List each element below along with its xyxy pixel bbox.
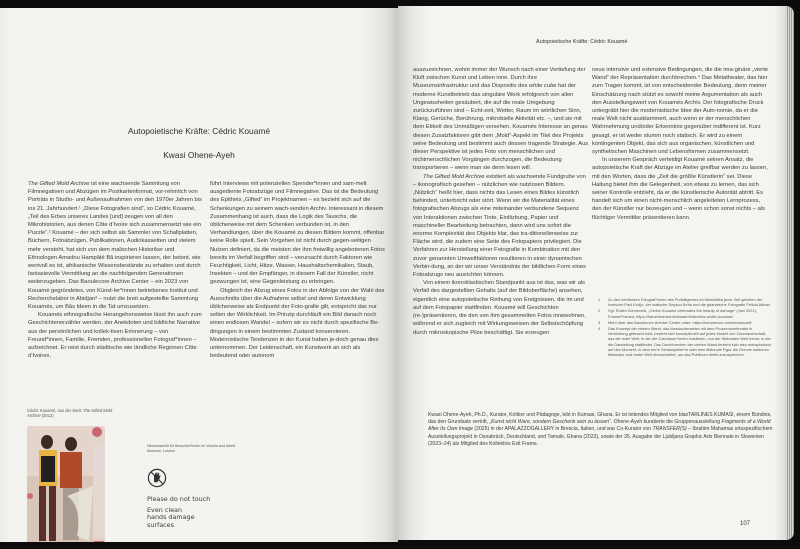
footnote: [598, 308, 773, 318]
footnote-text: Das Konzept der vierten Wand, das klassischerweise mit dem Proszeniumtheater in Verbindung gebracht wird, bezieht sich konzeptionell auf jedes Modell von Zuschauerschaft, das die reale Welt, in der die Zuschauer*innen existieren, von der fiktionalen Welt trennt, in der die Darstellung stattfindet. Das Durchbrechen der vierten Wand bezieht sich also metaphorisch auf den Moment, in dem ein*e Schauspieler*in oder eine fiktionale Figur die Grenze zwischen fiktionaler und realer Welt überschreitet, um das Publikum direkt anzusprechen.: [608, 326, 772, 358]
left-column-2: [210, 180, 388, 360]
footnote-number: 3: [598, 319, 601, 325]
footnote: [598, 297, 773, 307]
page-number: 107: [740, 521, 751, 527]
museum-sign: [147, 468, 227, 529]
bio-italic: TRANSFER(S): [652, 426, 687, 433]
paragraph: Von einem ikonoklastischen Standpunkt aus ist das, was wir als Verfall des dargestellten Gehalts (auf der Bildoberfläche) ansehen, eigentlich eine autopoietische Reihung von Ereignissen, die im und auf dem Fotopapier stattfinden. Kouamé will Geschichten (re-)präsentieren, die den von ihm gesammelten Fotos innewohnen, während er sich zugleich mit Wirkungsweisen der Selbstschöpfung durch mikroskopische Pilze beschäftigt. Sie erzeugen: [413, 280, 586, 336]
bio-text: Kwasi Ohene-Ayeh, Ph.D., Kurator, Kritiker und Pädagoge, lebt in Kumasi, Ghana. Er ist leitendes Mitglied von blaxTARLINES KUMASI, einem Bündnis, das den Grundsatz vertritt, „: [428, 412, 772, 426]
article-title: Autopoietische Kräfte: Cédric Kouamé: [128, 126, 270, 136]
paragraph: [28, 180, 205, 311]
right-column-1: [413, 66, 589, 337]
sign-heading: Please do not touch: [147, 495, 211, 503]
paragraph-text: auszuzeichnen, wohnt immer der Wunsch nach einer Vertiefung der Kluft zwischen Kunst und Leben inne. Durch ihre Museumsinfrastruktur und das Dispositiv des: [413, 67, 586, 90]
paragraph: Kouamés ethnografische Herangehensweise lässt ihn auch zum Geschichtenerzähler werden, der Anekdoten und bildliche Narrative aus der persönlichen und kollek-tiven Erinnerung – von Freund*innen, Familie, Fremden, professionellen Fotograf*innen – aufzeichnet. Er reist durch städtische wie ländliche Regionen Côte d’Ivoires,: [28, 312, 202, 360]
paragraph-text: existiert als wachsende Fundgrube von – ikonografisch gesehen – nützlichen wie nutzlosen Bildern. „Nützlich“ heißt hier, dass nichts das Lesen eines Bildes künstlich behindert, unterbricht oder stört. Wenn wir die Materialität eines fotografischen Abzugs als eine miteinander verbundene Sequenz von Interaktionen zwischen Tinte, Einfärbung, Papier und maschineller Bearbeitung betrachten, dann wird uns sofort die enorme Komplexität des Objekts klar, das tra-ditionellerweise zur Fläche wird, die zudem eine Seite des Fotopapiers privilegiert. Die Verfahren zur Herstellung einer Fotografie in Kombination mit den zuvor genannten Umweltfaktoren resultieren in einer dynamischen Verbin-dung, an der wir unser Verständnis der bildlichen Form eines Fotoabzugs neu ausrichten können.: [413, 173, 586, 279]
page-edge: [786, 6, 794, 540]
footnotes: [598, 297, 773, 358]
no-touch-hand-icon: [147, 468, 167, 488]
footnote: [598, 320, 773, 325]
running-head: Autopoietische Kräfte: Cédric Kouamé: [536, 39, 628, 45]
paragraph: [413, 66, 589, 173]
paragraph: In unserem Gespräch verteidigt Kouamé seinen Ansatz, die autopoietische Kraft der Abzüge im Atelier greifbar werden zu lassen, mit den Worten, dass die „Zeit die größte Künstlerin“ sei. Diese Haltung bietet ihm die Gelegenheit, von etwas zu lernen, das sich seiner Kontrolle entzieht, da er die künstlerische Autorität abtritt. Es handelt sich um einen nicht-menschlich angeleiteten Lernprozess, den der Künstler nur bezeugen und – wenn schon sonst nichts – als flüchtiger Vermittler präsentieren kann.: [592, 157, 768, 221]
italic-title: The Gifted Mold Archive: [28, 181, 90, 187]
italic-title: The Gifted Mold Archive: [423, 173, 485, 180]
footnote-number: 4: [598, 326, 601, 332]
bio-italic: Fragments of a World After Its Own Image: [428, 419, 771, 433]
footnote-text: Vgl. Rolien Zonneveld, „Cédric Kouamé celebrates the beauty of damage“ (Juni 2021), FramerFramed, https://framerframed.nl/dossier/interview-cedric-kouame/: [608, 308, 758, 319]
bio-text: “. Ohene-Ayeh kuratierte die Gruppenausstellung: [609, 419, 722, 426]
footnote-number: 2: [598, 308, 601, 314]
bio-italic: Kunst nicht Ware, sondern Geschenk sein zu lassen: [491, 419, 610, 426]
paragraph: neue intensive und extensive Bedingungen, die die ima-ginäre „vierte Wand“ der Repräsentation durchbrechen.⁴ Das Metatheater, das hier zum Tragen kommt, ist von entscheidender Bedeutung, denn meiner Einschätzung nach stützt es sowohl meine Argumentation als auch den Ausstellungswert von Kouamés Archiv. Der fotografische Druck untergräbt hier die modernistische Idee der Auto-nomie, da er die reale Welt nicht ausklammert, auch wenn er der menschlichen Wahrnehmung und/oder Erkenntnis gegenüber indifferent ist. Kurz gesagt, er ist weder stumm noch statisch. Er wird zu einem kontingenten Objekt, das sich aus organischen, künstlichen und synthetischen Maschinen und Lebensformen zusammensetzt.: [592, 67, 769, 156]
right-column-2: [592, 66, 770, 222]
footnote: [598, 326, 773, 357]
paragraph: führt Interviews mit potenziellen Spender*innen und sam-melt ausgediente Fotoabzüge und Filmnegative. Das ist die Bedeutung des Epithets „Gifted“ im Projektnamen – es bezieht sich auf die Schenkungen zu seinem wach-senden Archiv. Interessant in diesem Zusammenhang ist auch, dass die Logik des Tauschs, die üblicherweise mit dem Schenken verbunden ist, in den Verhandlungen, über die Kouamé zu diesen Bildern kommt, offenbar keine Rolle spielt. Sein Vorgehen ist nicht durch gegen-seitigen Nutzen definiert, da die meisten der ihm freiwillig angebotenen Fotos bereits im Verfall begriffen sind – verursacht durch Faktoren wie Feuchtigkeit, Licht, Hitze, Wasser, Haushaltschemikalien, Staub, Insekten – und der Empfänger, in diesem Fall der Künstler, nicht gezwungen ist, eine Gegenleistung zu erbringen.: [210, 181, 385, 286]
photo-illustration: [27, 426, 105, 542]
footnote-text: Zu den berühmten Fotograf*innen des Porträtgenres im Westafrika jener Zeit gehören der ivorische Paul Kodjo, der malische Seydou Keïta und die ghanaische Fotografin Felicia Abban.: [608, 297, 771, 308]
photo-caption: [27, 408, 117, 419]
caption-italic: The Gifted Mold Archive: [27, 408, 113, 419]
italic-term: white cube: [529, 83, 557, 90]
footnote-number: 1: [598, 297, 601, 302]
caption-text: Cédric Kouamé, aus der Serie: [27, 408, 83, 413]
archive-photo: [27, 426, 105, 542]
footnote-text: Mehr über das Baoulecore Archive Center unter: https://baoulecore.com/en/accueil/: [608, 319, 752, 325]
sign-subtext: Even clean hands damage surfaces: [147, 505, 195, 529]
article-author: Kwasi Ohene-Ayeh: [163, 150, 235, 160]
sign-caption: Hinweisschild für Besucher*innen im Victoria and Albert Museum, London: [147, 444, 236, 453]
author-bio: [428, 412, 778, 448]
paragraph: [413, 173, 589, 280]
right-page: [398, 6, 794, 540]
bio-text: – Ibrahim Mahamas ortsspezifischem Ausstellungsprojekt in Osnabrück, Deutschland, und Tamale, Ghana (2023), sowie der 35. Ausgabe der Ljubljana Graphic Arts Biennale in Slowenien (2023–24) als Mitglied des Kollektivs Exit Frame.: [428, 426, 773, 447]
paragraph-text: hat der moderne Kunstbetrieb das singuläre Werk erfolgreich von allen Ungewissheiten gesäubert, die auf die reale Umgebung zurückzuführen sind – Echt-zeit, Wetter, Raum im wörtlichen Sinn, Klang, Gerüche, Berührung, mikrobielle Aktivität etc. –, und sie mit dem Etikett des Unmäßigen versehen. Kouamés Interesse an genau diesen Zusatzfaktoren gibt dem „Mold“-Aspekt im Titel des Projekts seine Bedeutung und bestimmt auch dessen tragende Strategie. Aus dieser Perspektive ist jedes Foto von menschlichen und nichtmenschlichen Vorgängen durchzogen, die Bedeutung transportieren – wenn man sie denn lesen will.: [413, 83, 589, 172]
paragraph-text: ist eine wachsende Sammlung von Filmnegativen und Abzügen im Postkartenformat, vor-rehmlich von Porträts in Studio- und Außenaufnahmen von den 1970er Jahren bis ins 21. Jahrhundert.¹ „Diese Fotografien sind“, so Cédric Kouamé, „Teil des Erbes unseres Landes [und] zeugen von all den Mikrohistorien, aus denen Côte d’Ivoire sich zusammensetzt wie ein Puzzle“.² Kouamé – der sich selbst als Sammler von Schallplatten, Büchern, Fotoabzügen, Publikationen, Audiokassetten und vielem mehr versteht, hat sich von dem malischen Historiker und Ethnologen Amadou Hampâté Bâ inspirieren lassen, der betont, wie wertvoll es ist, afrikanische Wissensbestände zu erhalten und durch fantasievolle Vermittlung an die nachfolgenden Generationen weiterzugeben. Das Baoulecore Archive Center – ein 2023 von Kouamé gegründetes, von Künst-ler*innen betriebenes Institut und Recherchelabor in Abidjan³ – nutzt die breit aufgestellte Sammlung Kouamés, um Bâs Ideen in die Tat umzusetzen.: [28, 181, 202, 311]
left-column-1: [28, 180, 205, 360]
caption-text: (2012): [40, 413, 54, 419]
left-page: [0, 8, 398, 542]
paragraph: Obgleich der Abzug eines Fotos in der Abfolge von der Wahl des Ausschnitts über die Aufnahme selbst und deren Entwicklung üblicherweise als Endpunkt der Foto-grafie gilt, entspricht das nur selten der Wirklichkeit. Im Prinzip durchläuft ein Bild danach noch einen endlosen Wandel – sofern wir es nicht durch spezifische Be-dingungen in einem bestimmten Zustand konservieren. Modernistische Tendenzen in der Kunst haben je-doch genau dies unternommen. Der Leidenschaft, ein Kunstwerk an sich als bedeutend oder autonom: [210, 287, 385, 360]
bio-text: (2025) in der APALAZZOGALLERY in Brescia, Italien, und war Co-Kurator von: [473, 426, 653, 433]
